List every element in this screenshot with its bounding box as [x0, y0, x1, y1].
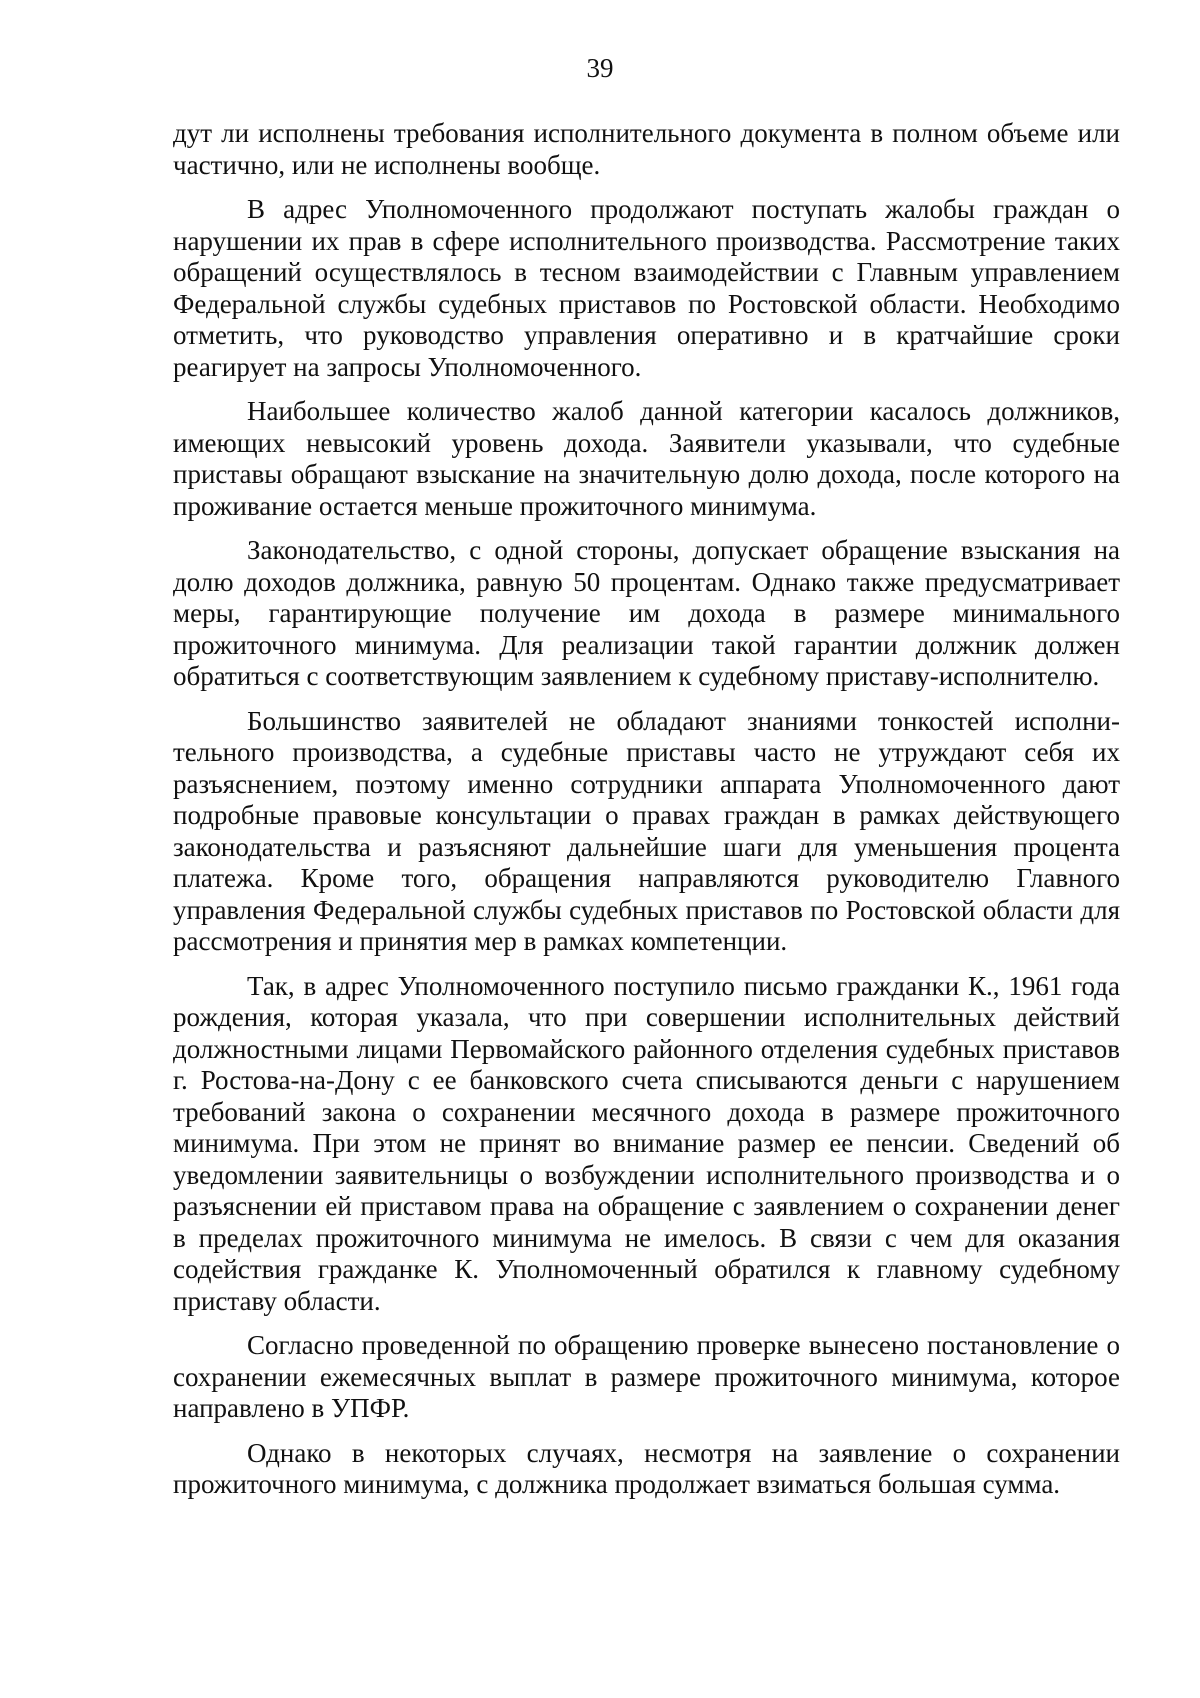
paragraph: Большинство заявителей не обладают знаниями тонкостей исполнительного производства, а судебные приставы часто не утруждают себя их разъяснением, поэтому именно сотрудники аппарата Уполномоченного дают подробные правовые консультации о правах граждан в рамках действующего законодательства и разъясняют дальнейшие шаги для уменьшения процента платежа. Кроме того, обращения направляются руководителю Главного управления Федеральной службы судебных приставов по Ростовской области для рассмотрения и принятия мер в рамках компетенции.: [173, 705, 1120, 956]
paragraph: Согласно проведенной по обращению проверке вынесено постановление о сохранении ежемесячных выплат в размере прожиточного минимума, которое направлено в УПФР.: [173, 1330, 1120, 1423]
paragraph-continuation: дут ли исполнены требования исполнительного документа в полном объеме или частично, или не исполнены вообще.: [173, 118, 1120, 180]
document-body: [173, 118, 1120, 1514]
page-number: 39: [586, 53, 614, 83]
paragraph: Так, в адрес Уполномоченного поступило письмо гражданки К., 1961 года рождения, которая указала, что при совершении исполнительных действий должностными лицами Первомайского районного отделения судебных приставов г. Ростова-на-Дону с ее банковского счета списываются деньги с нарушением требований закона о сохранении месячного дохода в размере прожиточного минимума. При этом не принят во внимание размер ее пенсии. Сведений об уведомлении заявительницы о возбуждении исполнительного производства и о разъяснении ей приставом права на обращение с заявлением о сохранении денег в пределах прожиточного минимума не имелось. В связи с чем для оказания содействия гражданке К. Уполномоченный обратился к главному судебному приставу области.: [173, 970, 1120, 1316]
paragraph: Наибольшее количество жалоб данной категории касалось должников, имеющих невысокий уровень дохода. Заявители указывали, что судебные приставы обращают взыскание на значительную долю дохода, после которого на проживание остается меньше прожиточного минимума.: [173, 396, 1120, 521]
paragraph: В адрес Уполномоченного продолжают поступать жалобы граждан о нарушении их прав в сфере исполнительного производства. Рассмотрение таких обращений осуществлялось в тесном взаимодействии с Главным управлением Федеральной службы судебных приставов по Ростовской области. Необходимо отметить, что руководство управления оперативно и в кратчайшие сроки реагирует на запросы Уполномоченного.: [173, 194, 1120, 382]
paragraph: Законодательство, с одной стороны, допускает обращение взыскания на долю доходов должника, равную 50 процентам. Однако также предусматривает меры, гарантирующие получение им дохода в размере минимального прожиточного минимума. Для реализации такой гарантии должник должен обратиться с соответствующим заявлением к судебному приставу-исполнителю.: [173, 535, 1120, 691]
paragraph: Однако в некоторых случаях, несмотря на заявление о сохранении прожиточного минимума, с должника продолжает взиматься большая сумма.: [173, 1437, 1120, 1499]
